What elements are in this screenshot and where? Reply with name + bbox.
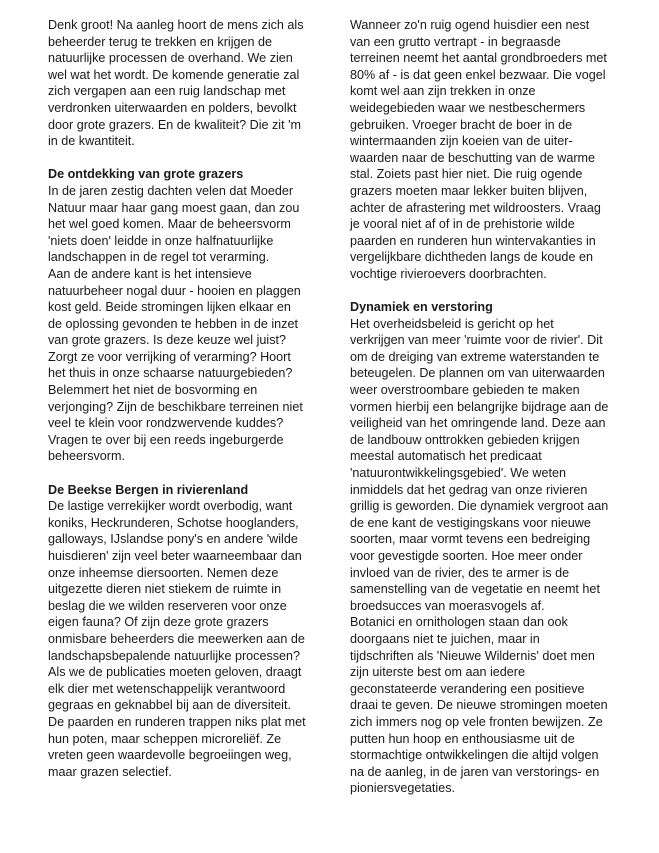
text-line: Wanneer zo'n ruig ogend huisdier een nest bbox=[350, 18, 590, 32]
text-line: waarden naar de beschutting van de warme bbox=[350, 150, 596, 165]
text-line: veel te klein voor rondzwervende kuddes? bbox=[48, 416, 284, 431]
text-line: zijn uiterste best om aan iedere bbox=[350, 665, 526, 680]
text-line: paarden en runderen hun wintervakanties in bbox=[350, 233, 596, 248]
text-line: zich immers nog op vele fronten bewijzen. Ze bbox=[350, 714, 603, 729]
text-line: 'natuurontwikkelingsgebied'. We weten bbox=[350, 466, 566, 481]
intro-paragraph bbox=[48, 17, 318, 150]
text-line: de landbouw onttrokken gebieden krijgen bbox=[350, 432, 580, 447]
text-line: stormachtige ontwikkelingen die altijd volgen bbox=[350, 748, 599, 763]
section-heading: De Beekse Bergen in rivierenland bbox=[48, 482, 249, 497]
intro-paragraph-right bbox=[350, 17, 620, 283]
text-line: om de dreiging van extreme waterstanden te bbox=[350, 349, 600, 364]
text-line: natuurlijke processen de overhand. We zien bbox=[48, 51, 293, 66]
text-line: vergelijkbare dichtheden langs de koude en bbox=[350, 250, 593, 265]
text-line: Het overheidsbeleid is gericht op het bbox=[350, 316, 554, 331]
section-heading: De ontdekking van grote grazers bbox=[48, 167, 244, 182]
text-line: grazers moeten maar lekker buiten blijven, bbox=[350, 183, 588, 198]
paragraph-gap bbox=[350, 283, 620, 300]
section-dynamiek-verstoring bbox=[350, 299, 620, 797]
text-line: beheersvorm. bbox=[48, 449, 125, 464]
section-grote-grazers bbox=[48, 166, 318, 465]
text-line: 'niets doen' leidde in onze halfnatuurlijke bbox=[48, 233, 274, 248]
text-line: pioniersvegetaties. bbox=[350, 781, 456, 796]
text-line: onmisbare beheerders die meewerken aan de bbox=[48, 631, 305, 646]
text-line: terreinen neemt het aantal grondbroeders met bbox=[350, 51, 607, 66]
text-line: Vragen te over bij een reeds ingeburgerde bbox=[48, 432, 284, 447]
text-line: grillig is geworden. Die dynamiek vergroot aan bbox=[350, 499, 609, 514]
text-line: wel wat het wordt. De komende generatie zal bbox=[48, 67, 300, 82]
text-line: uitgezette dieren niet stiekem de ruimte in bbox=[48, 582, 282, 597]
text-line: door grote grazers. En de kwaliteit? Die zit 'm bbox=[48, 117, 301, 132]
text-line: wintermaanden zijn koeien van de uiter- bbox=[350, 134, 573, 149]
text-line: inmiddels dat het gedrag van onze rivieren bbox=[350, 482, 588, 497]
paragraph-gap bbox=[48, 465, 318, 482]
text-line: geconstateerde verandering een positieve bbox=[350, 681, 585, 696]
text-line: Zorgt ze voor verrijking of verarming? Hoort bbox=[48, 349, 291, 364]
text-line: huisdieren' zijn veel beter waarneembaar dan bbox=[48, 549, 302, 563]
text-line: elk dier met wetenschappelijk verantwoord bbox=[48, 681, 286, 696]
text-line: galloways, IJslandse pony's en andere 'wilde bbox=[48, 532, 298, 547]
right-column bbox=[350, 17, 620, 797]
text-line: vormen hierbij een belangrijke bijdrage aan de bbox=[350, 399, 609, 414]
text-line: eigen fauna? Of zijn deze grote grazers bbox=[48, 615, 269, 630]
left-column bbox=[48, 17, 318, 780]
text-line: Natuur maar haar gang moest gaan, dan zou bbox=[48, 200, 300, 215]
text-line: achter de afrastering met wildroosters. Vraag bbox=[350, 200, 601, 215]
text-line: weer overstroombare gebieden te maken bbox=[350, 383, 580, 398]
text-line: komt wel aan zijn trekken in onze bbox=[350, 84, 536, 99]
text-line: In de jaren zestig dachten velen dat Moeder bbox=[48, 183, 294, 198]
text-line: van een grutto vertrapt - in begraasde bbox=[350, 34, 561, 49]
text-line: vreten geen waardevolle begroeiingen weg, bbox=[48, 748, 292, 763]
text-line: koniks, Heckrunderen, Schotse hooglanders, bbox=[48, 515, 299, 530]
text-line: natuurbeheer nogal duur - hooien en plaggen bbox=[48, 283, 301, 298]
text-line: putten hun hoop en enthousiasme uit de bbox=[350, 731, 575, 746]
text-line: voor gevestigde soorten. Hoe meer onder bbox=[350, 549, 583, 563]
text-line: Belemmert het niet de bosvorming en bbox=[48, 383, 258, 398]
section-beekse-bergen bbox=[48, 482, 318, 781]
text-line: Botanici en ornithologen staan dan ook bbox=[350, 615, 568, 630]
text-line: gegraas en geknabbel bij aan de diversiteit. bbox=[48, 698, 291, 713]
text-line: het thuis in onze schaarse natuurgebieden? bbox=[48, 366, 293, 381]
text-line: doorgaans niet te juichen, maar in bbox=[350, 631, 540, 646]
section-heading: Dynamiek en verstoring bbox=[350, 300, 493, 315]
text-line: je vooral niet af of in de prehistorie wilde bbox=[350, 217, 575, 232]
text-line: De paarden en runderen trappen niks plat met bbox=[48, 714, 306, 729]
text-line: 80% af - is dat geen enkel bezwaar. Die vogel bbox=[350, 67, 606, 82]
text-line: zich vergapen aan een ruig landschap met bbox=[48, 84, 286, 99]
text-line: draai te geven. De nieuwe stromingen moeten bbox=[350, 698, 608, 713]
text-line: hun poten, maar scheppen microreliëf. Ze bbox=[48, 731, 282, 746]
text-line: verkrijgen van meer 'ruimte voor de rivier'. Dit bbox=[350, 333, 603, 348]
text-line: beslag die we wilden reserveren voor onze bbox=[48, 598, 287, 613]
paragraph-gap bbox=[48, 150, 318, 167]
text-line: beteugelen. De plannen om van uiterwaarden bbox=[350, 366, 605, 381]
text-line: de oplossing gevonden te hebben in de inzet bbox=[48, 316, 298, 331]
text-line: na de aanleg, in de jaren van verstorings- en bbox=[350, 764, 600, 779]
text-line: Als we de publicaties moeten geloven, draagt bbox=[48, 665, 302, 680]
text-line: meestal automatisch het predicaat bbox=[350, 449, 542, 464]
text-line: Denk groot! Na aanleg hoort de mens zich als bbox=[48, 18, 304, 32]
text-line: gebruiken. Vroeger bracht de boer in de bbox=[350, 117, 573, 132]
text-line: veiligheid van het omringende land. Deze aan bbox=[350, 416, 606, 431]
text-line: de ene kant de vestigingskans voor nieuwe bbox=[350, 515, 591, 530]
text-line: tijdschriften als 'Nieuwe Wildernis' doet men bbox=[350, 648, 595, 663]
text-line: soorten, maar vormt tevens een bedreiging bbox=[350, 532, 591, 547]
text-line: onze inheemse diersoorten. Nemen deze bbox=[48, 565, 279, 580]
text-line: van grote grazers. Is deze keuze wel juist? bbox=[48, 333, 287, 348]
text-line: kost geld. Beide stromingen lijken elkaar en bbox=[48, 300, 291, 315]
text-line: het wel goed komen. Maar de beheersvorm bbox=[48, 217, 291, 232]
text-line: in de kwantiteit. bbox=[48, 134, 135, 149]
text-line: landschappen in de regel tot verarming. bbox=[48, 250, 270, 265]
text-line: samenstelling van de vegetatie en neemt het bbox=[350, 582, 600, 597]
text-line: vochtige rivieroevers doorbrachten. bbox=[350, 266, 547, 281]
text-line: invloed van de rivier, des te armer is de bbox=[350, 565, 570, 580]
text-line: Aan de andere kant is het intensieve bbox=[48, 266, 252, 281]
text-line: maar grazen selectief. bbox=[48, 764, 172, 779]
text-line: verjonging? Zijn de beschikbare terreinen niet bbox=[48, 399, 303, 414]
text-line: stal. Zoiets past hier niet. Die ruig ogende bbox=[350, 167, 583, 182]
text-line: landschapsbepalende natuurlijke processen? bbox=[48, 648, 301, 663]
text-line: De lastige verrekijker wordt overbodig, want bbox=[48, 499, 293, 514]
text-line: weidegebieden waar we nestbeschermers bbox=[350, 100, 586, 115]
text-line: verdronken uiterwaarden en polders, bevolkt bbox=[48, 100, 297, 115]
text-line: beheerder terug te trekken en krijgen de bbox=[48, 34, 273, 49]
text-line: broedsucces van moerasvogels af. bbox=[350, 598, 545, 613]
